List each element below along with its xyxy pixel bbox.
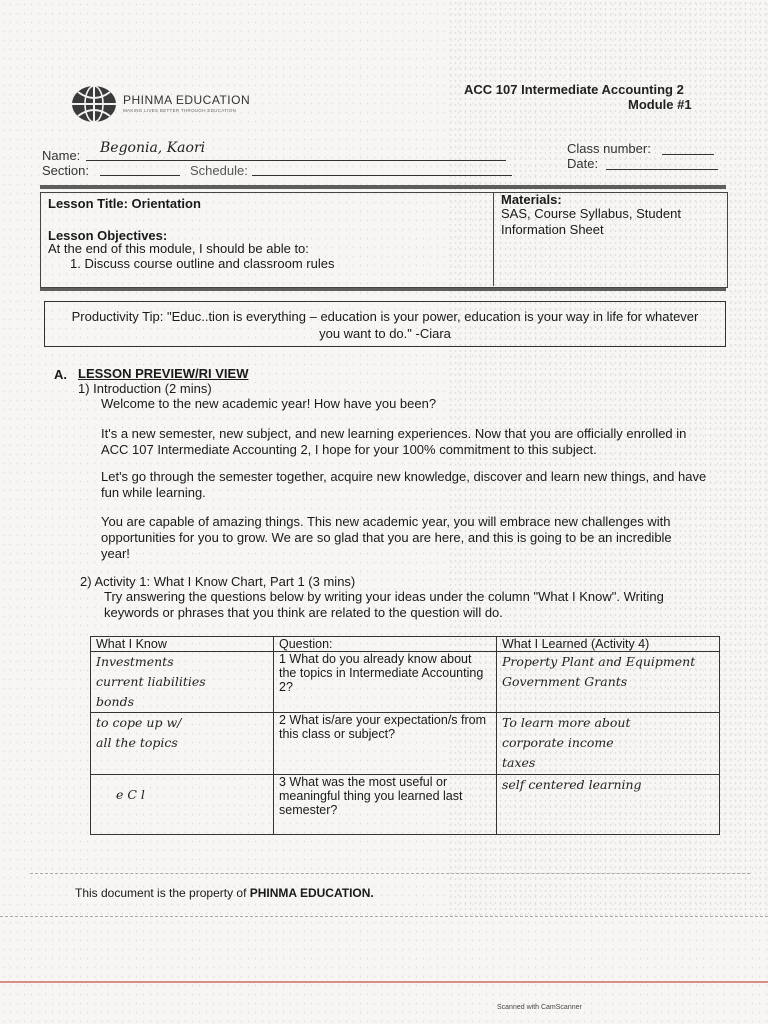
course-title: ACC 107 Intermediate Accounting 2 — [464, 82, 684, 97]
answer-what-i-know[interactable]: to cope up w/ all the topics — [91, 713, 274, 775]
section-label: Section: — [42, 163, 89, 178]
section-field[interactable] — [100, 161, 180, 176]
materials-heading: Materials: — [501, 192, 562, 207]
page-edge-red-line — [0, 981, 768, 983]
schedule-field[interactable] — [252, 161, 512, 176]
intro-item: 1) Introduction (2 mins) — [78, 381, 212, 396]
lesson-bottom-rule — [40, 288, 726, 291]
page-edge-line — [0, 916, 768, 918]
schedule-label: Schedule: — [190, 163, 248, 178]
footer-divider — [30, 873, 750, 875]
footer-text-brand: PHINMA EDUCATION. — [249, 886, 374, 900]
footer-text — [75, 886, 374, 900]
productivity-tip: Productivity Tip: "Educ..tion is everything – education is your power, education is your way in life for whatever you want to do." -Ciara — [71, 309, 699, 341]
class-number-field[interactable] — [662, 140, 714, 155]
answer-what-i-learned[interactable]: self centered learning — [497, 775, 720, 835]
objectives-heading: Lesson Objectives: — [48, 228, 168, 243]
lesson-title: Lesson Title: Orientation — [48, 196, 201, 211]
scanned-watermark: Scanned with CamScanner — [497, 1004, 582, 1011]
answer-what-i-learned[interactable]: To learn more about corporate income taxes — [497, 713, 720, 775]
name-value: Begonia, Kaori — [100, 140, 206, 156]
objectives-intro: At the end of this module, I should be able to: — [48, 241, 309, 256]
table-row — [91, 775, 720, 835]
question-text: 1 What do you already know about the topics in Intermediate Accounting 2? — [274, 652, 497, 713]
intro-paragraph-4: You are capable of amazing things. This new academic year, you will embrace new challenges with opportunities for you to grow. We are so glad that you are here, and this is going to be an incredible year! — [101, 514, 672, 561]
question-text: 3 What was the most useful or meaningful thing you learned last semester? — [274, 775, 497, 835]
class-number-label: Class number: — [567, 141, 651, 156]
col-header-question: Question: — [274, 637, 497, 652]
module-number: Module #1 — [628, 97, 692, 112]
name-label: Name: — [42, 148, 81, 163]
col-header-what-i-learned: What I Learned (Activity 4) — [497, 637, 720, 652]
date-label: Date: — [567, 156, 599, 171]
intro-paragraph-2: It's a new semester, new subject, and new learning experiences. Now that you are officially enrolled in ACC 107 Intermediate Accounting 2, I hope for your 100% commitment to this subject. — [101, 426, 687, 457]
activity-item: 2) Activity 1: What I Know Chart, Part 1 (3 mins) — [80, 574, 356, 589]
brand-tagline: MAKING LIVES BETTER THROUGH EDUCATION — [123, 108, 237, 113]
date-field[interactable] — [606, 155, 718, 170]
table-row — [91, 652, 720, 713]
answer-what-i-learned[interactable]: Property Plant and Equipment Government Grants — [497, 652, 720, 713]
objective-item: 1. Discuss course outline and classroom rules — [70, 256, 335, 271]
section-a-title: LESSON PREVIEW/RI VIEW — [78, 366, 249, 381]
intro-paragraph-1: Welcome to the new academic year! How have you been? — [101, 396, 437, 411]
table-row — [91, 713, 720, 775]
footer-text-prefix: This document is the property of — [75, 886, 250, 900]
answer-what-i-know[interactable]: Investments current liabilities bonds — [91, 652, 274, 713]
answer-what-i-know[interactable]: e C l — [91, 775, 274, 835]
globe-logo-icon — [70, 84, 118, 124]
section-a-label: A. — [54, 367, 67, 382]
header-divider — [40, 185, 726, 189]
materials-text: SAS, Course Syllabus, Student Information Sheet — [501, 206, 681, 237]
col-header-what-i-know: What I Know — [91, 637, 274, 652]
intro-paragraph-3: Let's go through the semester together, acquire new knowledge, discover and learn new things, and have fun while learning. — [101, 469, 707, 500]
activity-instructions: Try answering the questions below by writing your ideas under the column "What I Know". Writing keywords or phrases that you think are related to the question will do. — [104, 589, 664, 620]
what-i-know-chart — [90, 636, 720, 835]
brand-name: PHINMA EDUCATION — [123, 93, 251, 107]
lesson-box-divider — [493, 192, 494, 286]
question-text: 2 What is/are your expectation/s from this class or subject? — [274, 713, 497, 775]
